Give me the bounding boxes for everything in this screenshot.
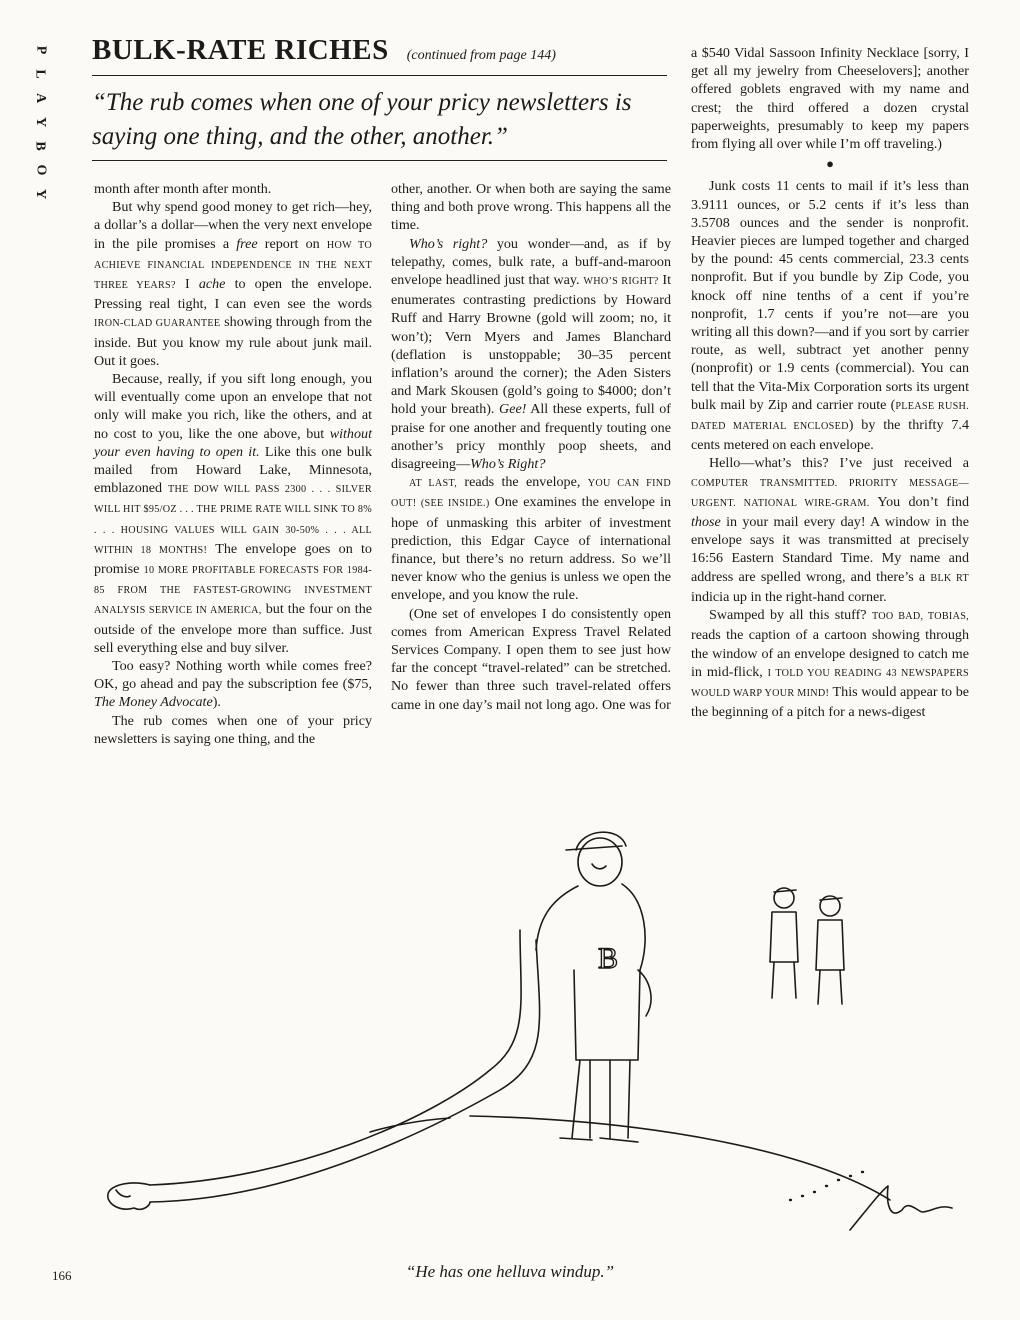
paragraph: (One set of envelopes I do consistently open comes from American Express Travel Related Services Company. I open them to see just how far the concept “travel-related” can be stretched. No fewer than three such travel-related offers came in one day’s mail not long ago. One was for	[391, 605, 671, 713]
sidebar-letter: O	[32, 164, 48, 176]
text-column-3	[691, 44, 969, 721]
article-header	[92, 34, 667, 67]
paragraph: month after month after month.	[94, 181, 272, 197]
stretched-arm	[150, 930, 521, 1185]
cartoon-illustration	[90, 820, 970, 1260]
paragraph: Hello—what’s this? I’ve just received a COMPUTER TRANSMITTED. PRIORITY MESSAGE—URGENT. NATIONAL WIRE-GRAM. You don’t find those in your mail every day! A window in the envelope says it was transmitted at precisely 16:56 Eastern Standard Time. My name and address are spelled wrong, and there’s a BLK RT indicia up in the right-hand corner.	[691, 455, 970, 605]
article-title: BULK-RATE RICHES	[92, 34, 389, 66]
pullquote-rule	[92, 160, 667, 161]
continued-note: (continued from page 144)	[406, 48, 556, 63]
pitcher-jersey	[536, 884, 645, 1060]
page-number: 166	[52, 1268, 72, 1283]
sidebar-letter: Y	[33, 116, 48, 128]
cartoon-caption: “He has one helluva windup.”	[405, 1262, 615, 1281]
paragraph: Because, really, if you sift long enough, you will eventually come upon an envelope that not only will make you rich, like the others, and at no cost to you, like the one above, but without your even having to open it. Like this one bulk mailed from Howard Lake, Minnesota, emblazoned THE DOW WILL PASS 2300 . . . SILVER WILL HIT $95/OZ . . . THE PRIME RATE WILL SINK TO 8% . . . HOUSING VALUES WILL GAIN 30-50% . . . ALL WITHIN 18 MONTHS! The envelope goes on to promise 10 MORE PROFITABLE FORECASTS FOR 1984-85 FROM THE FASTEST-GROWING INVESTMENT ANALYSIS SERVICE IN AMERICA, but the four on the outside of the envelope more than suffice. Just sell everything else and buy silver.	[94, 371, 373, 656]
paragraph: Junk costs 11 cents to mail if it’s less than 3.9111 ounces, or 5.2 cents if it’s less than 3.5708 ounces and the sender is nonprofit. Heavier pieces are lumped together and charged by the pound: 45 cents commercial, 23.3 cents nonprofit. But if you bundle by Zip Code, you knock off nine tenths of a cent if you’re nonprofit, 1.7 cents if you’re not—are you writing all this down?—and if you sort by carrier route, as well, subtract yet another penny (nonprofit) or 1.9 cents (commercial). You can tell that the Vita-Mix Corporation sorts its urgent bulk mail by Zip and carrier route (PLEASE RUSH. DATED MATERIAL ENCLOSED) by the thrifty 7.4 cents metered on each envelope.	[691, 178, 970, 454]
paragraph: Who’s right? you wonder—and, as if by telepathy, comes, bulk rate, a buff-and-maroon envelope headlined just that way. WHO’S RIGHT? It enumerates contrasting predictions by Howard Ruff and Harry Browne (gold will zoom; no, it won’t); Vern Myers and James Blanchard (deflation is unstoppable; 30–35 percent inflation’s around the corner); the Aden Sisters and Mark Skousen (gold’s going to $4000; don’t hold your breath). Gee! All these experts, full of praise for one another and frequently touting one another’s pricy monthly poop sheets, and disagreeing—Who’s Right?	[391, 235, 672, 473]
paragraph: AT LAST, reads the envelope, YOU CAN FIND OUT! (SEE INSIDE.) One examines the envelope in hope of unmasking this arbiter of investment prediction, this Edgar Cayce of international finance, but there’s no return address. So we’ll never know who the genius is unless we open the envelope, and you know the rule.	[391, 474, 672, 604]
pull-quote: “The rub comes when one of your pricy newsletters is saying one thing, and the other, another.”	[92, 89, 632, 150]
text-column-2	[391, 180, 671, 714]
svg-text:Mal: Mal	[880, 1246, 882, 1247]
sidebar-letter: L	[33, 69, 48, 79]
paragraph: Too easy? Nothing worth while comes free? OK, go ahead and pay the subscription fee ($75, The Money Advocate).	[94, 658, 372, 711]
sidebar-letter: B	[33, 141, 48, 151]
magazine-name-vertical	[30, 40, 50, 204]
paragraph: other, another. Or when both are saying the same thing and both prove wrong. This happens all the time.	[391, 181, 671, 234]
paragraph: Swamped by all this stuff? TOO BAD, TOBIAS, reads the caption of a cartoon showing through the window of an envelope designed to catch me in mid-flick, I TOLD YOU READING 43 NEWSPAPERS WOULD WARP YOUR MIND! This would appear to be the beginning of a pitch for a news-digest	[691, 607, 969, 721]
section-bullet: ●	[826, 156, 834, 172]
paragraph: a $540 Vidal Sassoon Infinity Necklace [sorry, I get all my jewelry from Cheeselovers]; another offered goblets engraved with my name and crest; the third offered a dozen crystal paperweights, presumably to keep my papers from flying all over while I’m off traveling.)	[691, 45, 969, 153]
paragraph: The rub comes when one of your pricy newsletters is saying one thing, and the	[94, 712, 372, 747]
header-rule	[92, 75, 667, 76]
sidebar-letter: A	[33, 92, 48, 104]
jersey-letter: B	[598, 942, 619, 975]
text-column-1	[94, 180, 372, 748]
artist-signature	[850, 1186, 952, 1230]
fielder-right	[816, 896, 844, 1004]
sidebar-letter: Y	[33, 188, 48, 200]
pitcher-head	[578, 838, 622, 886]
paragraph: But why spend good money to get rich—hey, a dollar’s a dollar—when the very next envelope in the pile promises a free report on HOW TO ACHIEVE FINANCIAL INDEPENDENCE IN THE NEXT THREE YEARS? I ache to open the envelope. Pressing real tight, I can even see the words IRON-CLAD GUARANTEE showing through from the inside. But you know my rule about junk mail. Out it goes.	[94, 199, 372, 369]
pitchers-mound	[470, 1116, 890, 1200]
sidebar-letter: P	[33, 45, 48, 55]
fielder-left	[770, 888, 798, 998]
